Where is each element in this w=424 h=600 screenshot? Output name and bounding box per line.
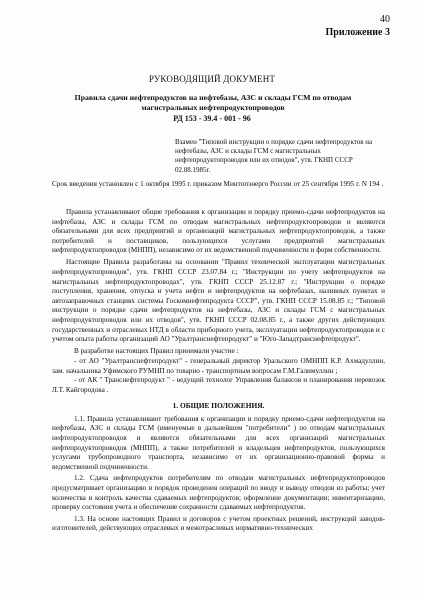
document-code: РД 153 - 39.4 - 001 - 96 [173,114,251,123]
section-paragraph: 1.1. Правила устанавливают требования к организации и порядку приемо-сдачи нефтепродуктов на нефтебазы, АЗС и склады ГСМ (именуемые в дальнейшем "потребители" ) по отводам магистральных нефтепродуктопроводов и являются обязательными для всех организаций магистральных нефтепродуктопроводов (МНПП), а также потребителей и владельцев нефтепродуктов, пользующихся услугами трубопроводного транспорта, независимо от их организационно-правовой формы и ведомственной подчиненности. [52,414,385,471]
developer-item: - от АО "Уралтранснефтепродукт" - генеральный директор Уральского ОМНПП К.Р. Ахмадуллин, зам. начальника Уфимского РУМНП по товарно - транспортным вопросам Г.М.Галимуллин ; [52,356,385,375]
developer-item: - от АК " Транснефтепродукт " - ведущий технолог Управления балансов и планирования перевозок Л.Т. Кайгородова . [52,376,385,394]
document-type: РУКОВОДЯЩИЙ ДОКУМЕНТ [148,74,276,84]
section-body [52,415,385,534]
document-title: Правила сдачи нефтепродуктов на нефтебазы, АЗС и склады ГСМ по отводам магистральных нефтепродуктопроводов [74,93,352,112]
section-paragraph: 1.2. Сдача нефтепродуктов потребителям по отводам магистральных нефтепродуктопроводов предусматривает организацию и порядок проведения операций по вводу и выводу отводов из работы; учет количества и контроль качества сдаваемых нефтепродуктов; оформление документации; инвентаризацию, проверку состояния учета и обеспечение сохранности сдаваемых нефтепродуктов. [52,474,385,512]
paragraph: Настоящие Правила разработаны на основании "Правил технической эксплуатации магистральных нефтепродуктопроводов", утв. ГКНП СССР 23.07.84 г.; "Инструкции по учету нефтепродуктов на магистральных нефтепродуктопроводах", утв. ГКНП СССР 25.12.87 г.; "Инструкции о порядке поступления, хранения, отпуска и учета нефти и нефтепродуктов на нефтебазах, наливных пунктах и автозаправочных станциях системы Госкомнефтепродукта СССР", утв. ГКНП СССР 15.08.85 г.; "Типовой инструкции о порядке сдачи нефтепродуктов на нефтебазы, АЗС и склады ГСМ с магистральных нефтепродуктопроводов или их отводов", утв. ГКНП СССР 02.08.85 г., а также других действующих государственных и отраслевых НТД в области приборного учета, эксплуатации нефтепродуктопроводов и с учетом опыта работы организаций АО "Уралтранснефтепродукт" и "Юго-Западтранснефтепродукт". [52,258,385,344]
appendix-label: Приложение 3 [325,27,390,38]
page-number: 40 [380,14,390,25]
effective-date-note: Срок введения установлен с 1 октября 1995 г. приказом Минтопэнерго России от 25 сентября 1995 г. N 194 . [52,180,384,188]
section-heading: 1. ОБЩИЕ ПОЛОЖЕНИЯ. [172,401,265,411]
paragraph: Правила устанавливают общие требования к организации и порядку приемо-сдачи нефтепродуктов на нефтебазы, АЗС и склады ГСМ по отводам магистральных нефтепродуктопроводов и являются обязательными для всех предприятий и организаций магистральных нефтепродуктопроводов, а также потребителей и поставщиков, пользующихся услугами предприятий магистральных нефтепродуктопроводов (МНПП), независимо от их ведомственной подчиненности и форм собственности. [52,208,385,255]
developers-intro: В разработке настоящих Правил принимали участие : [74,347,239,356]
document-body [52,208,385,536]
replaces-note: Взамен "Типовой инструкции о порядке сдачи нефтепродуктов на нефтебазы, АЗС и склады ГСМ с магистральных нефтепродуктопроводов или их отводов", утв. ГКНП СССР 02.08.1985г. [175,138,373,174]
section-paragraph: 1.3. На основе настоящих Правил и договоров с учетом проектных решений, инструкций заводов-изготовителей, действующих отраслевых и межотраслевых нормативно-технических [52,514,385,533]
